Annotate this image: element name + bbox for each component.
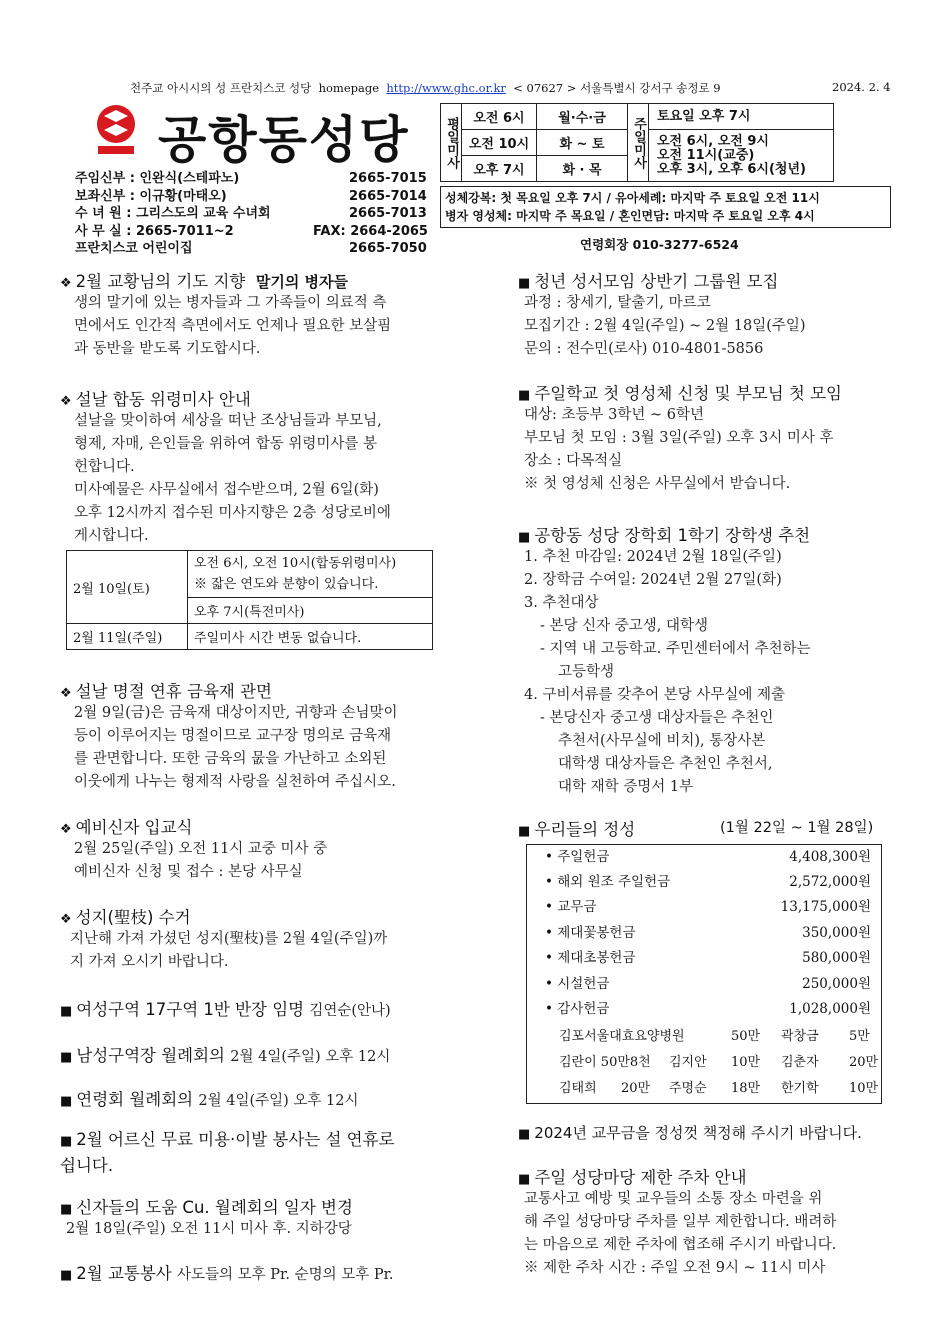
diamond-bullet-icon: ❖ [60,394,72,409]
header-topline [130,80,721,96]
donor-row: 김포서울대효요양병원 50만 곽창금 5만 [559,1029,870,1044]
section-youth-bible: ■ 청년 성서모임 상반기 그룹원 모집 [518,272,779,291]
memorial-mass-table: 2월 10일(토) 오전 6시, 오전 10시(합동위령미사) ※ 잛은 연도와 분향이 있습니다. 오후 7시(특전미사) 2월 11일(주일) 주일미사 시간 변동 없습니다. [66,550,433,650]
section-abstinence: ❖ 설날 명절 연휴 금육재 관면 [60,682,272,701]
offering-row: • 교무금 13,175,000원 [545,899,871,915]
diamond-bullet-icon: ❖ [60,822,72,837]
diamond-bullet-icon: ❖ [60,912,72,927]
section-dues-notice: ■ 2024년 교무금을 정성껏 책정해 주시기 바랍니다. [518,1124,862,1142]
section-catechumen: ❖ 예비신자 입교식 [60,818,193,837]
palm-collection-body: 지난해 가져 가셨던 성지(聖枝)를 2월 4일(주일)까 지 가져 오시기 바랍니다. [70,931,388,970]
section-mens-meeting: ■ 남성구역장 월례회의 2월 4일(주일) 오후 12시 [60,1046,391,1065]
youth-bible-body: 과정 : 창세기, 탈출기, 마르코 모집기간 : 2월 4일(주일) ~ 2월 18일(주일) 문의 : 전수민(로사) 010-4801-5856 [524,295,806,357]
weekday-mass-label: 평일미사 [441,104,462,182]
section-traffic-service: ■ 2월 교통봉사 사도들의 모후 Pr. 순명의 모후 Pr. [60,1264,394,1283]
section-memorial-mass: ❖ 설날 합동 위령미사 안내 [60,390,251,409]
scholarship-body: 1. 추천 마감일: 2024년 2월 18일(주일) 2. 장학금 수여일: 2024년 2월 27일(화) 3. 추천대상 - 본당 신자 중고생, 대학생 - 지역 내 고등학교. 주민센터에서 추천하는 고등학생 4. 구비서류를 갖추어 본당 사무실에 제출 - 본당신자 중고생 대상자들은 추천인 추천서(사무실에 비치), 통장사본 대학생 대상자들은 추천인 추천서, 대학 재학 증명서 1부 [524,549,811,795]
section-palm-collection: ❖ 성지(聖枝) 수거 [60,908,191,927]
church-logo-icon [94,104,138,156]
homepage-link[interactable]: http://www.ghc.or.kr [386,81,506,95]
section-district-leader: ■ 여성구역 17구역 1반 반장 임명 김연순(안나) [60,1000,391,1019]
section-scholarship: ■ 공항동 성당 장학회 1학기 장학생 추천 [518,526,811,545]
church-name: 공항동성당 [158,111,410,169]
staff-row: 프란치스코 어린이집 2665-7050 [75,241,427,256]
section-prayer-intention: ❖ 2월 교황님의 기도 지향 말기의 병자들 [60,272,349,291]
catechumen-body: 2월 25일(주일) 오전 11시 교중 미사 중 예비신자 신청 및 접수 : 본당 사무실 [74,841,328,880]
parking-body: 교통사고 예방 및 교우들의 소통 장소 마련을 위 해 주일 성당마당 주차를 일부 제한합니다. 배려하 는 마음으로 제한 주차에 협조해 주시기 바랍니다. ※ 제한 주차 시간 : 주일 오전 9시 ~ 11시 미사 [524,1191,837,1276]
staff-row: 사 무 실 : 2665-7011~2 FAX: 2664-2065 [75,223,428,239]
section-first-communion: ■ 주일학교 첫 영성체 신청 및 부모님 첫 모임 [518,384,842,403]
offering-row: • 감사헌금 1,028,000원 [545,1001,871,1017]
parish-full-name: 천주교 아시시의 성 프란치스코 성당 [130,81,312,95]
offering-row: • 주일헌금 4,408,300원 [545,849,871,865]
donor-row: 김란이 50만8천 김지안 10만 김춘자 20만 [559,1055,879,1070]
offering-row: • 제대꽃봉헌금 350,000원 [545,925,871,941]
prayer-intention-body: 생의 말기에 있는 병자들과 그 가족들이 의료적 측 면에서도 인간적 측면에서도 언제나 필요한 보살핌 과 동반을 받도록 기도합시다. [74,295,392,357]
offering-row: • 시설헌금 250,000원 [545,976,871,992]
offerings-table [526,844,882,1104]
memorial-mass-body: 설날을 맞이하여 세상을 떠난 조상님들과 부모님, 형제, 자매, 은인들을 위하여 합동 위령미사를 봉 헌합니다. 미사예물은 사무실에서 접수받으며, 2월 6일(화) 오후 12시까지 접수된 미사지향은 2층 성당로비에 게시합니다. [74,413,391,544]
offering-row: • 해외 원조 주일헌금 2,572,000원 [545,874,871,890]
sacrament-notes: 성체강복: 첫 목요일 오후 7시 / 유아세례: 마지막 주 토요일 오전 11시 병자 영성체: 마지막 주 목요일 / 혼인면담: 마지막 주 토요일 오후 4시 [440,186,891,228]
donor-row: 김태희 20만 주명순 18만 한기학 10만 [559,1081,879,1096]
diamond-bullet-icon: ❖ [60,276,72,291]
address: < 07627 > 서울특별시 강서구 송정로 9 [513,81,721,95]
staff-row: 보좌신부 : 이규황(마태오) 2665-7014 [75,188,427,204]
first-communion-body: 대상: 초등부 3학년 ~ 6학년 부모님 첫 모임 : 3월 3일(주일) 오후 3시 미사 후 장소 : 다목적실 ※ 첫 영성체 신청은 사무실에서 받습니다. [524,407,834,492]
staff-row: 수 녀 원 : 그리스도의 교육 수녀회 2665-7013 [75,206,427,221]
sunday-mass-label: 주일미사 [628,104,649,182]
section-elderly-meeting: ■ 연령회 월례회의 2월 4일(주일) 오후 12시 [60,1090,359,1109]
homepage-label: homepage [318,81,380,95]
elderly-contact: 연령회장 010-3277-6524 [580,237,739,252]
issue-date: 2024. 2. 4 [832,80,891,94]
section-parking: ■ 주일 성당마당 제한 주차 안내 [518,1168,747,1187]
section-cu-meeting: ■ 신자들의 도움 Cu. 월례회의 일자 변경 [60,1198,353,1217]
staff-row: 주임신부 : 인완식(스테파노) 2665-7015 [75,171,427,186]
cu-meeting-body: 2월 18일(주일) 오전 11시 미사 후. 지하강당 [66,1221,352,1237]
sunday-mass-times: 오전 6시, 오전 9시 오전 11시(교중) 오후 3시, 오후 6시(청년) [649,130,834,182]
section-offerings: ■ 우리들의 정성 (1월 22일 ~ 1월 28일) [518,820,874,839]
staff-list [75,170,428,258]
diamond-bullet-icon: ❖ [60,686,72,701]
mass-schedule-table: 평일미사 오전 6시 월·수·금 주일미사 토요일 오후 7시 오전 10시 화 ~ 토 오전 6시, 오전 9시 오전 11시(교중) 오후 3시, 오후 6시(청년) 오후 7시 화 · 목 [440,103,834,182]
offering-row: • 제대초봉헌금 580,000원 [545,950,871,966]
section-haircut-service: ■ 2월 어르신 무료 미용·이발 봉사는 설 연휴로 쉽니다. [60,1130,395,1175]
abstinence-body: 2월 9일(금)은 금육재 대상이지만, 귀향과 손님맞이 등이 이루어지는 명절이므로 교구장 명의로 금육재 를 관면합니다. 또한 금육의 뭆을 가난하고 소외된 이웃에게 나누는 형제적 사랑을 실천하여 주십시오. [74,705,398,790]
